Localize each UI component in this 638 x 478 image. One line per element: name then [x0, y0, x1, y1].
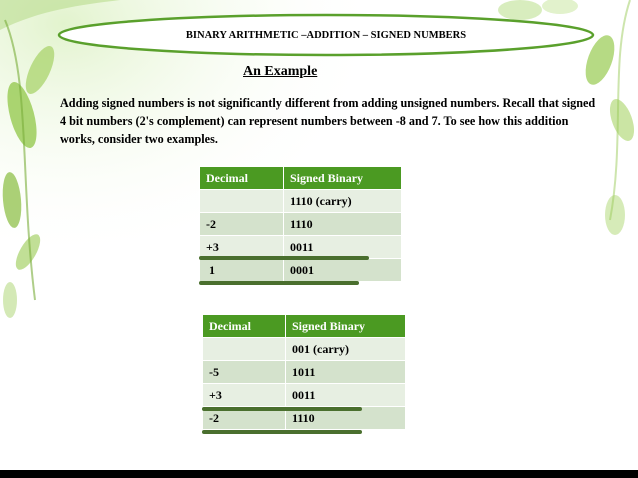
slide-title: BINARY ARITHMETIC –ADDITION – SIGNED NUMBERS	[185, 29, 467, 41]
table-row	[200, 213, 402, 236]
table-row	[203, 338, 406, 361]
result-underline	[202, 430, 362, 434]
table-row	[200, 259, 402, 282]
decimal-cell: -2	[203, 407, 286, 430]
binary-cell: 0011	[284, 236, 402, 259]
sum-underline	[202, 407, 362, 411]
bottom-bar	[0, 470, 638, 478]
decimal-cell: -2	[200, 213, 284, 236]
binary-cell: 0001	[284, 259, 402, 282]
result-underline	[199, 281, 359, 285]
table-header-row	[200, 167, 402, 190]
header-decimal: Decimal	[200, 167, 284, 190]
decimal-cell: -5	[203, 361, 286, 384]
example-table-1	[199, 166, 402, 282]
table-row	[200, 190, 402, 213]
decimal-cell: +3	[203, 384, 286, 407]
table-row	[203, 361, 406, 384]
section-heading: An Example	[243, 64, 318, 79]
example-table-2	[202, 314, 406, 430]
binary-cell: 1110	[284, 213, 402, 236]
binary-cell: 0011	[286, 384, 406, 407]
intro-paragraph: Adding signed numbers is not significantly different from adding unsigned numbers. Recall that signed 4 bit numbers (2's complement) can represent numbers between -8 and 7. To see how this addition works, consider two examples.	[60, 96, 596, 146]
header-signed-binary: Signed Binary	[286, 315, 406, 338]
decimal-cell	[203, 338, 286, 361]
sum-underline	[199, 256, 369, 260]
decimal-cell: +3	[200, 236, 284, 259]
table-header-row	[203, 315, 406, 338]
binary-cell: 001 (carry)	[286, 338, 406, 361]
header-decimal: Decimal	[203, 315, 286, 338]
binary-cell: 1110	[286, 407, 406, 430]
table-row	[203, 384, 406, 407]
header-signed-binary: Signed Binary	[284, 167, 402, 190]
binary-cell: 1110 (carry)	[284, 190, 402, 213]
decimal-cell	[200, 190, 284, 213]
binary-cell: 1011	[286, 361, 406, 384]
decimal-cell: 1	[200, 259, 284, 282]
